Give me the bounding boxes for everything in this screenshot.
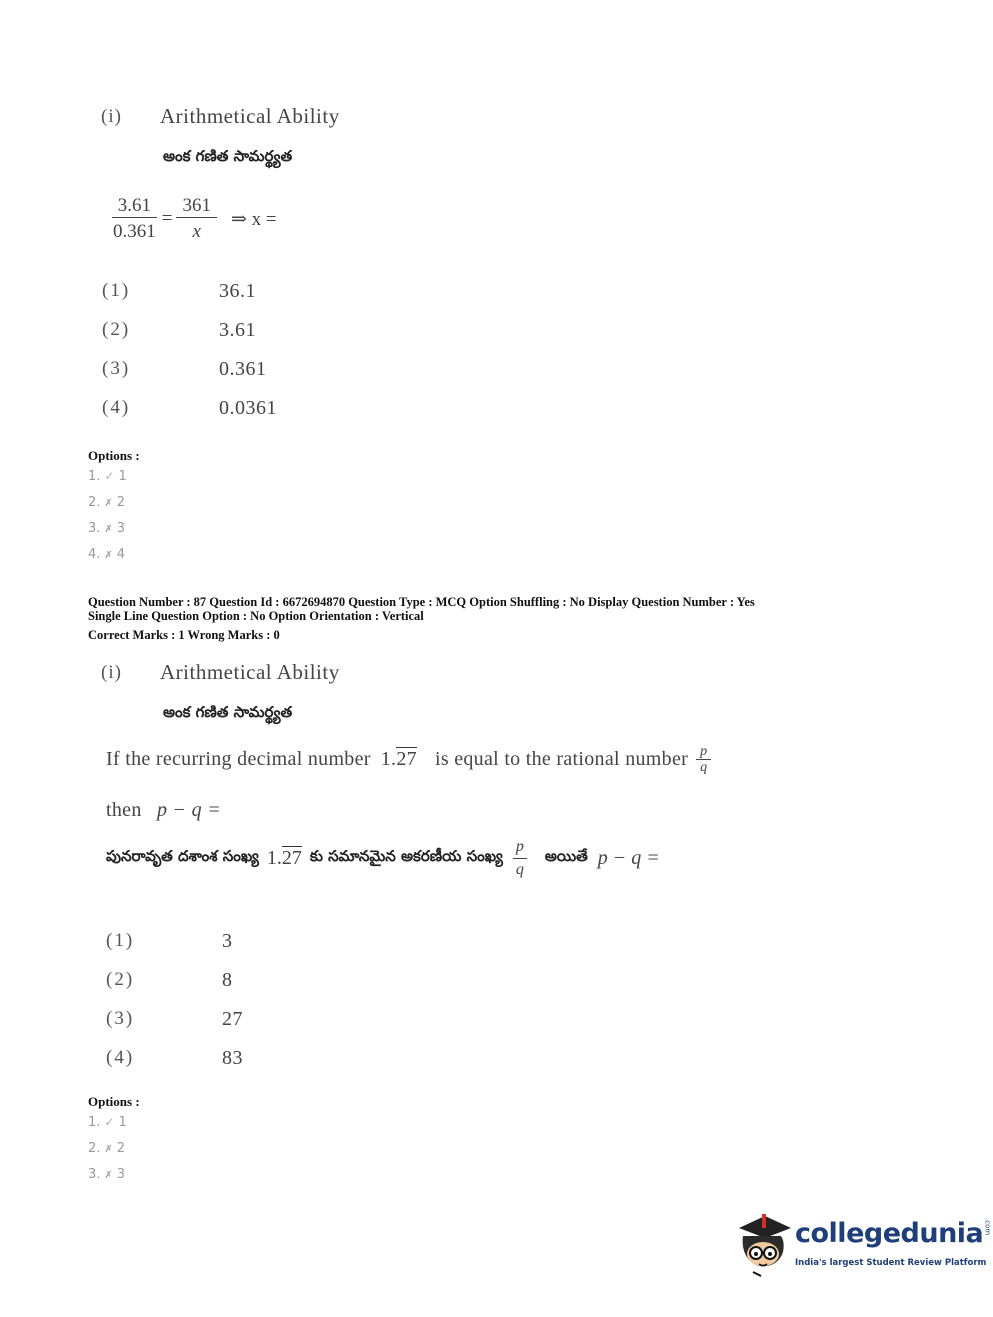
logo-suffix: .com: [983, 1218, 992, 1236]
rational-fraction: [513, 838, 527, 878]
choice-row: [102, 397, 277, 436]
section-title: Arithmetical Ability: [160, 104, 340, 128]
decimal-repeating-part: 27: [281, 846, 302, 869]
section-title-telugu: అంక గణిత సామర్థ్యత: [163, 703, 293, 721]
recurring-decimal: [267, 847, 302, 870]
choice-row: [106, 969, 243, 1008]
choice-list: [102, 280, 277, 436]
question-text-telugu: [106, 838, 660, 878]
option-index: 2.: [88, 1141, 101, 1156]
check-icon: ✓: [104, 469, 115, 483]
mascot-icon: [735, 1210, 793, 1278]
choice-value: 27: [222, 1008, 243, 1030]
recurring-decimal: [381, 748, 417, 771]
question-equation: [111, 196, 277, 243]
equation-tail: ⇒ x =: [230, 208, 277, 230]
options-label: Options :: [88, 448, 140, 463]
options-key-item: [88, 521, 127, 547]
options-key-item: [88, 495, 127, 521]
question-meta-line: Single Line Question Option : No Option Orientation : Vertical: [88, 609, 424, 623]
telugu-text-part: పునరావృత దశాంశ సంఖ్య: [106, 847, 259, 866]
rational-fraction: [696, 744, 711, 776]
rhs-numerator: 361: [176, 196, 217, 218]
lhs-denominator: 0.361: [113, 220, 156, 242]
expression: p − q =: [156, 799, 222, 821]
options-key-item: [88, 1141, 127, 1167]
options-key-list: [88, 1115, 127, 1193]
options-key-list: [88, 469, 127, 573]
fraction-denominator: q: [515, 860, 524, 878]
logo-wordmark: [795, 1218, 991, 1249]
rhs-denominator: x: [192, 220, 201, 242]
fraction-denominator: q: [700, 760, 708, 776]
logo-name: collegedunia: [795, 1218, 984, 1249]
cross-icon: ✗: [104, 550, 113, 561]
question-meta-line: Question Number : 87 Question Id : 6672694870 Question Type : MCQ Option Shuffling : No Display Question Number : Yes: [88, 595, 755, 609]
choice-value: 83: [222, 1047, 243, 1069]
options-key-item: [88, 1167, 127, 1193]
choice-number: (1): [106, 930, 135, 951]
choice-number: (3): [106, 1008, 135, 1029]
choice-number: (4): [102, 397, 131, 418]
question-text-part: If the recurring decimal number: [106, 748, 371, 771]
cross-icon: ✗: [104, 1144, 113, 1155]
logo-tagline: India's largest Student Review Platform: [795, 1258, 987, 1268]
option-index: 3.: [88, 521, 101, 536]
cross-icon: ✗: [104, 524, 113, 535]
decimal-integer-part: 1.: [380, 748, 397, 771]
lhs-numerator: 3.61: [112, 196, 157, 218]
telugu-text-part: అయితే: [544, 847, 588, 866]
fraction-numerator: p: [696, 744, 711, 760]
cross-icon: ✗: [104, 498, 113, 509]
choice-value: 3: [222, 930, 233, 952]
choice-row: [102, 280, 277, 319]
collegedunia-logo[interactable]: [735, 1210, 992, 1280]
option-value: 1: [118, 469, 127, 484]
options-key-item: [88, 1115, 127, 1141]
then-word: then: [106, 799, 142, 821]
choice-row: [102, 319, 277, 358]
choice-value: 3.61: [219, 319, 256, 341]
question-text-part: is equal to the rational number: [434, 748, 689, 771]
choice-row: [102, 358, 277, 397]
option-value: 3: [116, 521, 126, 536]
options-key-item: [88, 469, 127, 495]
section-title: Arithmetical Ability: [160, 660, 340, 684]
choice-value: 36.1: [219, 280, 256, 302]
option-index: 2.: [88, 495, 101, 510]
options-key-item: [88, 547, 127, 573]
choice-value: 8: [222, 969, 233, 991]
question-text-then: [106, 799, 221, 822]
option-value: 3: [116, 1167, 126, 1182]
option-index: 1.: [88, 469, 101, 484]
section-title-telugu: అంక గణిత సామర్థ్యత: [163, 147, 293, 165]
option-index: 4.: [88, 547, 101, 562]
question-text-english: [106, 744, 711, 776]
rhs-fraction: [176, 196, 217, 243]
choice-number: (1): [102, 280, 131, 301]
question-marks-line: Correct Marks : 1 Wrong Marks : 0: [88, 628, 280, 642]
choice-row: [106, 1008, 243, 1047]
option-value: 2: [116, 495, 126, 510]
check-icon: ✓: [104, 1115, 115, 1129]
telugu-text-part: కు సమానమైన అకరణీయ సంఖ్య: [309, 847, 503, 866]
expression: p − q =: [597, 846, 660, 869]
section-roman-numeral: (i): [101, 106, 122, 127]
lhs-fraction: [111, 196, 158, 243]
option-value: 1: [118, 1115, 127, 1130]
section-roman-numeral: (i): [101, 662, 122, 683]
option-index: 3.: [88, 1167, 101, 1182]
option-value: 2: [116, 1141, 126, 1156]
choice-number: (3): [102, 358, 131, 379]
choice-row: [106, 930, 243, 969]
choice-value: 0.0361: [219, 397, 277, 419]
cross-icon: ✗: [104, 1170, 113, 1181]
choice-number: (2): [106, 969, 135, 990]
fraction-numerator: p: [513, 838, 527, 859]
option-value: 4: [116, 547, 126, 562]
choice-row: [106, 1047, 243, 1086]
options-label: Options :: [88, 1094, 140, 1109]
choice-number: (2): [102, 319, 131, 340]
choice-value: 0.361: [219, 358, 267, 380]
decimal-repeating-part: 27: [396, 748, 417, 771]
option-index: 1.: [88, 1115, 101, 1130]
choice-number: (4): [106, 1047, 135, 1068]
choice-list: [106, 930, 243, 1086]
equals-sign: =: [161, 208, 173, 230]
decimal-integer-part: 1.: [266, 846, 282, 869]
